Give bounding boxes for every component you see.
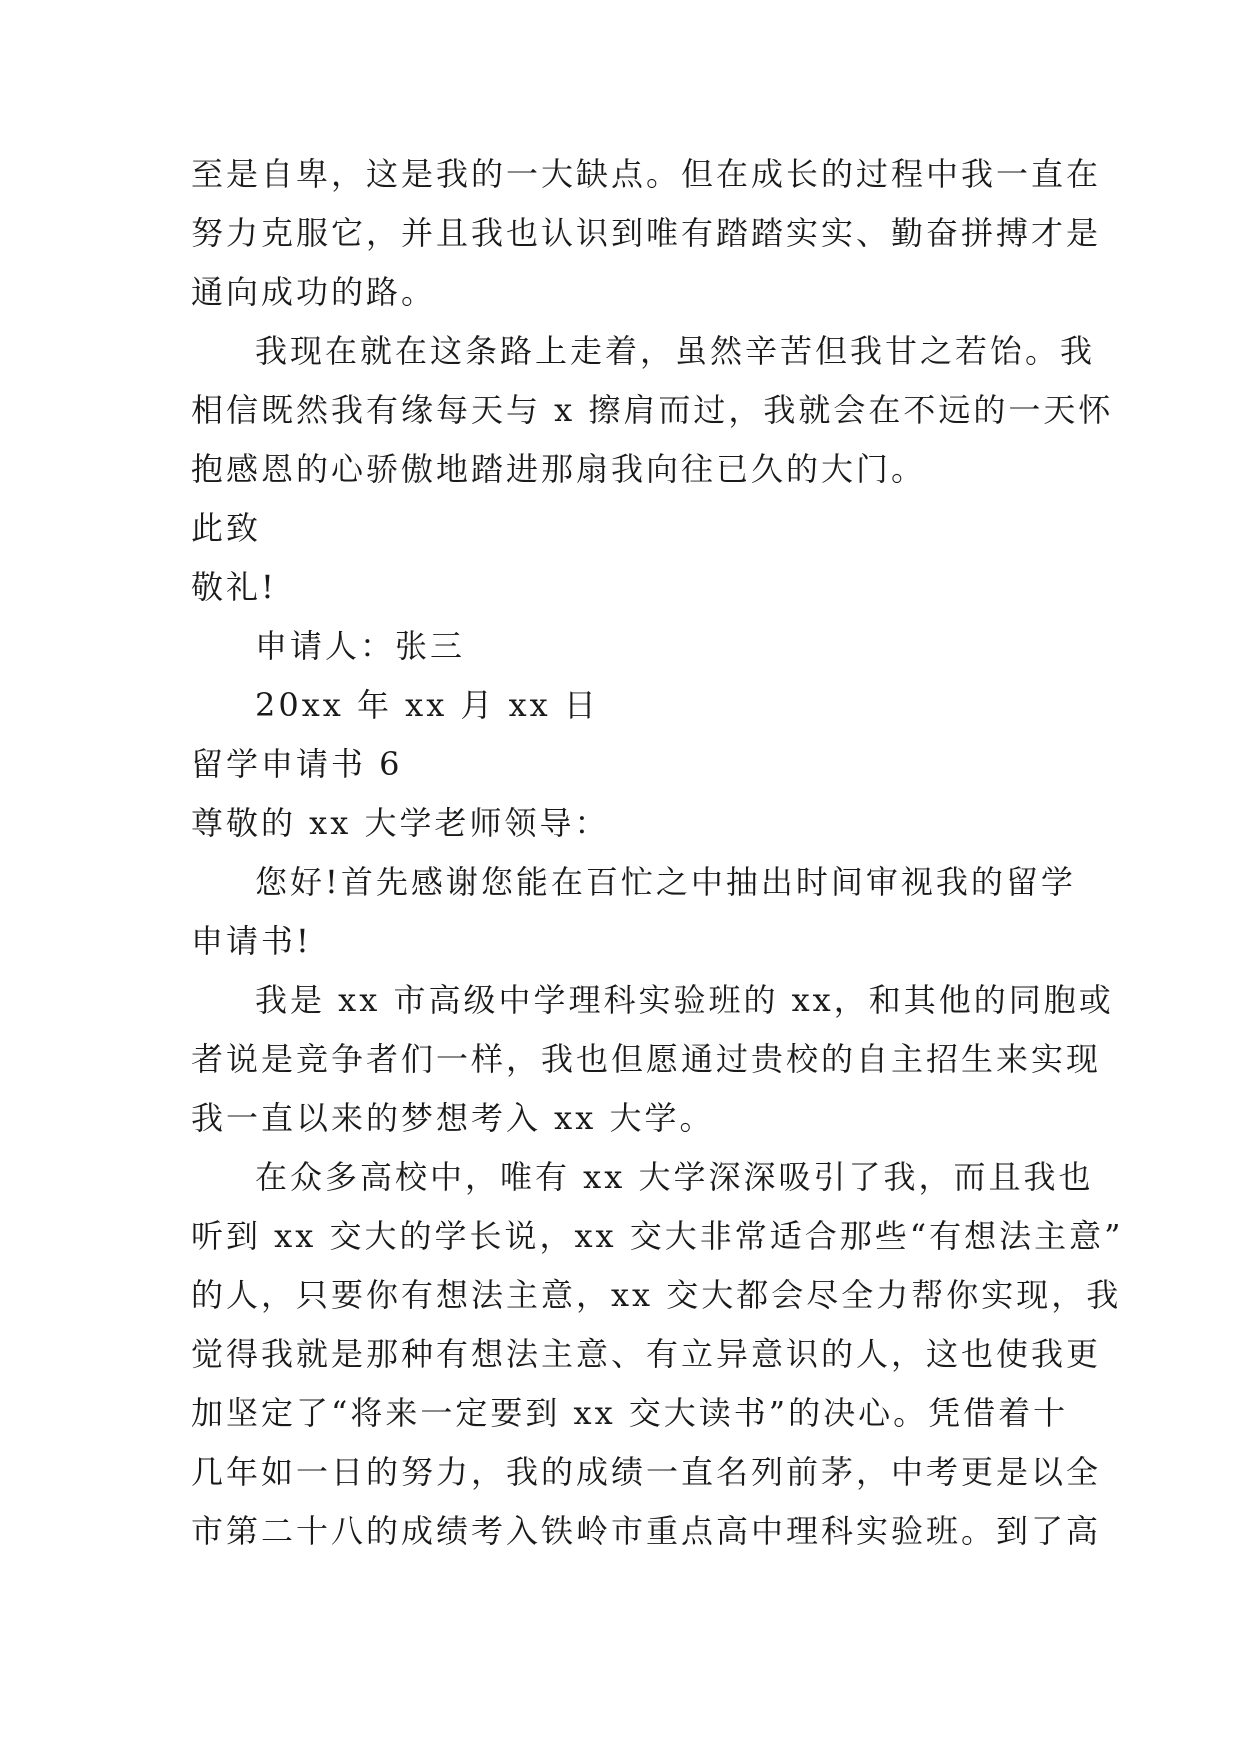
letter-date: 20xx 年 xx 月 xx 日 <box>255 686 599 724</box>
text-line: 听到 xx 交大的学长说，xx 交大非常适合那些“有想法主意” <box>191 1217 1124 1255</box>
text-line: 者说是竞争者们一样，我也但愿通过贵校的自主招生来实现 <box>191 1040 1102 1078</box>
paragraph-first-line: 在众多高校中，唯有 xx 大学深深吸引了我，而且我也 <box>255 1158 1094 1196</box>
document-content <box>191 154 1124 1551</box>
text-line: 至是自卑，这是我的一大缺点。但在成长的过程中我一直在 <box>191 155 1102 193</box>
text-line: 几年如一日的努力，我的成绩一直名列前茅，中考更是以全 <box>191 1453 1102 1491</box>
text-line: 加坚定了“将来一定要到 xx 交大读书”的决心。凭借着十 <box>191 1394 1069 1432</box>
text-line: 通向成功的路。 <box>191 273 437 311</box>
text-line: 相信既然我有缘每天与 x 擦肩而过，我就会在不远的一天怀 <box>191 391 1114 429</box>
text-line: 我一直以来的梦想考入 xx 大学。 <box>191 1099 715 1137</box>
text-line: 觉得我就是那种有想法主意、有立异意识的人，这也使我更 <box>191 1335 1102 1373</box>
paragraph-first-line: 您好!首先感谢您能在百忙之中抽出时间审视我的留学 <box>255 863 1076 901</box>
section-title: 留学申请书 6 <box>191 745 403 783</box>
text-line: 抱感恩的心骄傲地踏进那扇我向往已久的大门。 <box>191 450 927 488</box>
paragraph-first-line: 我是 xx 市高级中学理科实验班的 xx，和其他的同胞或 <box>255 981 1114 1019</box>
text-line: 申请书! <box>191 922 312 960</box>
closing-salutation: 此致 <box>191 509 262 547</box>
closing-regards: 敬礼! <box>191 568 277 606</box>
text-line: 的人，只要你有想法主意，xx 交大都会尽全力帮你实现，我 <box>191 1276 1122 1314</box>
letter-greeting: 尊敬的 xx 大学老师领导： <box>191 804 610 842</box>
paragraph-first-line: 我现在就在这条路上走着，虽然辛苦但我甘之若饴。我 <box>255 332 1096 370</box>
applicant-signature: 申请人：张三 <box>255 627 466 665</box>
text-line: 努力克服它，并且我也认识到唯有踏踏实实、勤奋拼搏才是 <box>191 214 1102 252</box>
text-line: 市第二十八的成绩考入铁岭市重点高中理科实验班。到了高 <box>191 1512 1102 1550</box>
